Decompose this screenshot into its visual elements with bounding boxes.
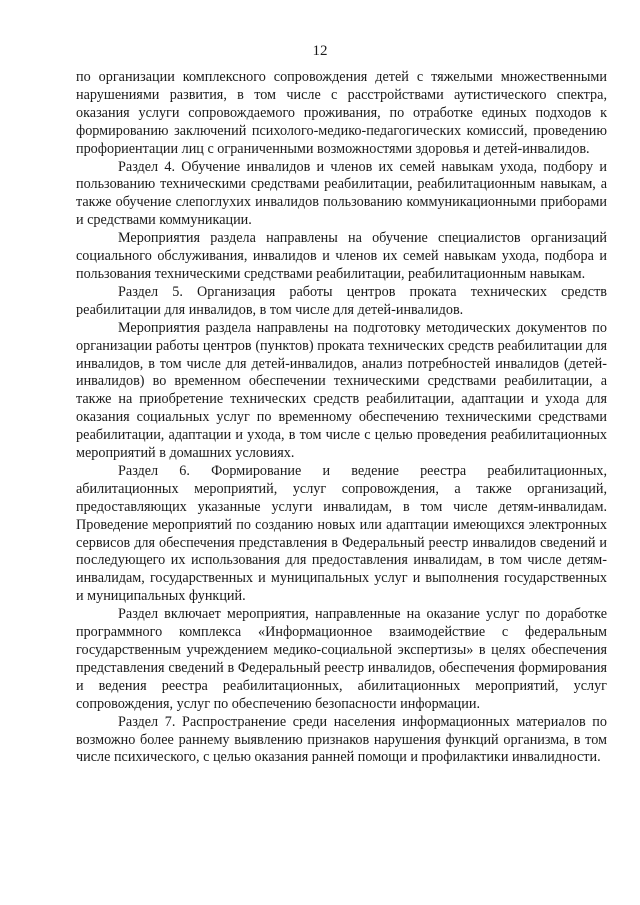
paragraph-section-7-heading: Раздел 7. Распространение среди населения информационных материалов по возможно более раннему выявлению признаков нарушения функций организма, в том числе психического, с целью оказания ранней помощи и профилактики инвалидности. [76,713,607,766]
paragraph-section-6-description: Раздел включает мероприятия, направленные на оказание услуг по доработке программного комплекса «Информационное взаимодействие с федеральным государственным учреждением медико-социальной экспертизы» в целях обеспечения представления сведений в Федеральный реестр инвалидов, обеспечения формирования и ведения реестра реабилитационных, абилитационных мероприятий, услуг сопровождения, услуг по обеспечению безопасности информации. [76,606,607,712]
paragraph-section-5-description: Мероприятия раздела направлены на подготовку методических документов по организации работы центров (пунктов) проката технических средств реабилитации для инвалидов, в том числе для детей-инвалидов, анализ потребностей инвалидов (детей-инвалидов) во временном обеспечении техническими средствами реабилитации, а также на приобретение технических средств реабилитации, адаптации и ухода для оказания социальных услуг по временному обеспечению техническими средствами реабилитации, адаптации и ухода, в том числе с целью проведения реабилитационных мероприятий в домашних условиях. [76,319,607,462]
document-body [76,69,607,767]
paragraph-section-4-description: Мероприятия раздела направлены на обучение специалистов организаций социального обслуживания, инвалидов и членов их семей навыкам ухода, подбора и пользования техническими средствами реабилитации, реабилитационным навыкам. [76,230,607,282]
page-number: 12 [312,43,328,59]
paragraph-section-5-heading: Раздел 5. Организация работы центров проката технических средств реабилитации для инвалидов, в том числе для детей-инвалидов. [76,283,607,318]
paragraph-continuation: по организации комплексного сопровождения детей с тяжелыми множественными нарушениями развития, в том числе с расстройствами аутистического спектра, оказания услуги сопровождаемого проживания, по отработке единых подходов к формированию заключений психолого-медико-педагогических комиссий, проведению профориентации лиц с ограниченными возможностями здоровья и детей-инвалидов. [76,69,607,157]
paragraph-section-6-heading: Раздел 6. Формирование и ведение реестра реабилитационных, абилитационных мероприятий, услуг сопровождения, а также организаций, предоставляющих указанные услуги инвалидам, в том числе детям-инвалидам. Проведение мероприятий по созданию новых или адаптации имеющихся электронных сервисов для обеспечения представления в Федеральный реестр инвалидов сведений и последующего их использования для предоставления инвалидам, в том числе детям-инвалидам, государственных и муниципальных услуг и выполнения государственных и муниципальных функций. [76,462,607,605]
paragraph-section-4-heading: Раздел 4. Обучение инвалидов и членов их семей навыкам ухода, подбору и пользованию техническими средствами реабилитации, реабилитационным навыкам, а также обучение слепоглухих инвалидов пользованию коммуникационными приборами и средствами коммуникации. [76,158,607,229]
